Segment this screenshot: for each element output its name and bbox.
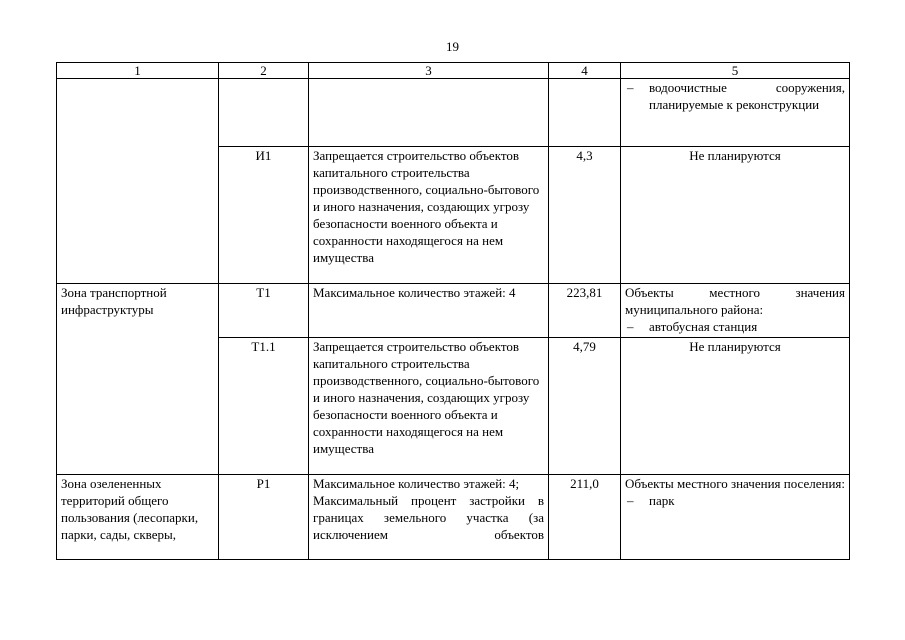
list-item-text: водоочистные сооружения, планируемые к реконструкции	[649, 80, 845, 112]
header-row	[57, 63, 850, 79]
dash-icon: –	[627, 319, 634, 334]
area-cell: 4,79	[549, 338, 621, 475]
regulation-cell: Запрещается строительство объектов капитального строительства производственного, социально-бытового и иного назначения, создающих угрозу безопасности военного объекта и сохранности находящегося на нем имущества	[309, 338, 549, 475]
zone-cell: Зона озелененных территорий общего пользования (лесопарки, парки, сады, скверы,	[57, 475, 219, 560]
regulation-cell: Максимальное количество этажей: 4	[309, 284, 549, 338]
table-row	[57, 79, 850, 147]
header-cell-3: 3	[309, 63, 549, 79]
dash-icon: –	[627, 493, 634, 508]
zones-table	[56, 62, 850, 560]
list-item-text: автобусная станция	[649, 319, 758, 334]
list-item-text: парк	[649, 493, 675, 508]
zone-cell: Зона транспортной инфраструктуры	[57, 284, 219, 475]
list-item	[625, 318, 845, 335]
code-cell: Р1	[219, 475, 309, 560]
objects-intro: Объекты местного значения поселения:	[625, 476, 846, 491]
objects-cell: Не планируются	[621, 338, 850, 475]
regulation-cell	[309, 79, 549, 147]
area-cell	[549, 79, 621, 147]
list-item	[625, 492, 845, 509]
regulation-cell	[309, 475, 549, 560]
header-cell-5: 5	[621, 63, 850, 79]
header-cell-2: 2	[219, 63, 309, 79]
objects-cell	[621, 79, 850, 147]
regulation-line: Максимальное количество этажей: 4;	[313, 476, 520, 491]
table-row	[57, 475, 850, 560]
table-row	[57, 284, 850, 338]
code-cell: Т1.1	[219, 338, 309, 475]
zone-cell	[57, 79, 219, 284]
code-cell: И1	[219, 147, 309, 284]
dash-icon: –	[627, 80, 634, 95]
header-cell-4: 4	[549, 63, 621, 79]
objects-cell	[621, 284, 850, 338]
area-cell: 223,81	[549, 284, 621, 338]
header-cell-1: 1	[57, 63, 219, 79]
code-cell	[219, 79, 309, 147]
list-item	[625, 79, 845, 113]
objects-intro: Объекты местного значения муниципального района:	[625, 285, 845, 317]
page-number: 19	[446, 39, 459, 54]
objects-cell: Не планируются	[621, 147, 850, 284]
area-cell: 211,0	[549, 475, 621, 560]
area-cell: 4,3	[549, 147, 621, 284]
objects-cell	[621, 475, 850, 560]
regulation-line: Максимальный процент застройки в границах земельного участка (за исключением объектов	[313, 493, 544, 542]
regulation-cell: Запрещается строительство объектов капитального строительства производственного, социально-бытового и иного назначения, создающих угрозу безопасности военного объекта и сохранности находящегося на нем имущества	[309, 147, 549, 284]
code-cell: Т1	[219, 284, 309, 338]
